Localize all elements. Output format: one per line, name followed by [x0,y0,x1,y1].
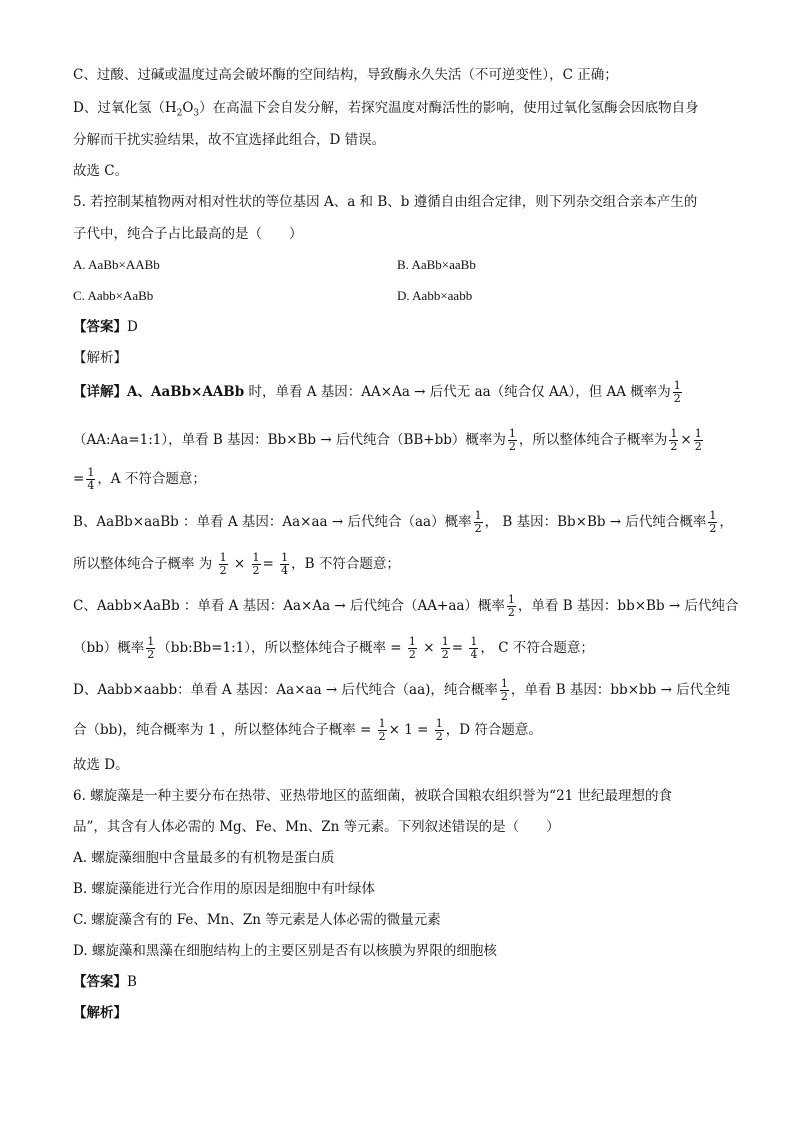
q5-choose: 故选 D。 [73,757,129,773]
fraction: $\frac{1}{4}$ [87,466,95,492]
q5-detail-d-line2: 合（bb)，纯合概率为 1 ，所以整体纯合子概率 = $\frac{1}{2}$ × 1 = $\frac{1}{2}$ ，D 符合题意。 [73,717,542,743]
fraction: $\frac{1}{2}$ [474,509,482,535]
fraction: $\frac{1}{2}$ [709,509,717,535]
option-d-explanation-line1: D、过氧化氢$(H_2O_3)$在高温下会自发分解，若探究温度对酶活性的影响，使用过氧化氢酶会因底物自身 [73,100,699,119]
q6-option-c: C. 螺旋藻含有的 Fe、Mn、Zn 等元素是人体必需的微量元素 [73,912,441,928]
q5-detail-a-line3: = $\frac{1}{4}$ ，A 不符合题意； [73,466,206,492]
fraction: $\frac{1}{2}$ [508,427,516,453]
choose-line: 故选 C。 [73,163,129,179]
q6-option-d: D. 螺旋藻和黑藻在细胞结构上的主要区别是否有以核膜为界限的细胞核 [73,943,497,959]
q5-answer: 【答案】D [73,319,138,335]
fraction: $\frac{1}{2}$ [408,635,416,661]
question-6-stem-line2: 品”，其含有人体必需的 Mg、Fe、Mn、Zn 等元素。下列叙述错误的是（ ） [73,819,560,835]
fraction: $\frac{1}{2}$ [378,717,386,743]
q6-analysis-heading: 【解析】 [73,1005,127,1021]
q5-detail-c-line2: （bb）概率 $\frac{1}{2}$ （bb:Bb=1:1），所以整体纯合子概率 = $\frac{1}{2}$ × $\frac{1}{2}$ = $\frac{1}{4}$ ， C 不符合题意； [73,635,594,661]
fraction: $\frac{1}{2}$ [694,427,702,453]
q5-detail-d-line1: D、Aabb×aabb：单看 A 基因：Aa×aa → 后代纯合（aa)，纯合概率 $\frac{1}{2}$ ，单看 B 基因：bb×bb → 后代全纯 [73,677,731,703]
q6-answer: 【答案】B [73,974,137,990]
fraction: $\frac{1}{2}$ [252,551,260,577]
q5-detail-a-line1: 【详解】A、AaBb×AABb 时，单看 A 基因：AA×Aa → 后代无 aa（纯合仅 AA），但 AA 概率为 $\frac{1}{2}$ [73,379,681,405]
fraction: $\frac{1}{2}$ [507,593,515,619]
q5-detail-b-line1: B、AaBb×aaBb ：单看 A 基因：Aa×aa → 后代纯合（aa）概率 $\frac{1}{2}$ ， B 基因：Bb×Bb → 后代纯合概率 $\frac{1}{2}$ ， [73,509,733,535]
question-6-stem-line1: 6. 螺旋藻是一种主要分布在热带、亚热带地区的蓝细菌，被联合国粮农组织誉为“21 世纪最理想的食 [73,788,673,804]
q5-option-c: C. Aabb×AaBb [73,288,154,303]
fraction: $\frac{1}{4}$ [281,551,289,577]
q6-option-a: A. 螺旋藻细胞中含量最多的有机物是蛋白质 [73,850,335,866]
q5-option-d: D. Aabb×aabb [397,288,473,303]
q5-analysis-heading: 【解析】 [73,350,127,366]
question-5-stem-line2: 子代中，纯合子占比最高的是（ ） [73,226,303,242]
fraction: $\frac{1}{2}$ [673,379,681,405]
fraction: $\frac{1}{2}$ [435,717,443,743]
fraction: $\frac{1}{4}$ [470,635,478,661]
q5-option-b: B. AaBb×aaBb [397,257,476,272]
q5-option-a: A. AaBb×AABb [73,257,160,272]
fraction: $\frac{1}{2}$ [147,635,155,661]
question-5-stem-line1: 5. 若控制某植物两对相对性状的等位基因 A、a 和 B、b 遵循自由组合定律，则下列杂交组合亲本产生的 [73,194,698,210]
q6-option-b: B. 螺旋藻能进行光合作用的原因是细胞中有叶绿体 [73,881,376,897]
option-c-explanation: C、过酸、过碱或温度过高会破坏酶的空间结构，导致酶永久失活（不可逆变性），C 正确； [73,67,618,83]
fraction: $\frac{1}{2}$ [670,427,678,453]
fraction: $\frac{1}{2}$ [219,551,227,577]
fraction: $\frac{1}{2}$ [500,677,508,703]
q5-detail-b-line2: 所以整体纯合子概率 为 $\frac{1}{2}$ × $\frac{1}{2}$ = $\frac{1}{4}$ ，B 不符合题意； [73,551,400,577]
q5-detail-a-line2: （AA:Aa=1:1），单看 B 基因：Bb×Bb → 后代纯合（BB+bb）概率为 $\frac{1}{2}$ ，所以整体纯合子概率为 $\frac{1}{2}$ × $\frac{1}{2}$ [73,427,702,453]
option-d-explanation-line2: 分解而干扰实验结果，故不宜选择此组合，D 错误。 [73,132,386,148]
q5-detail-c-line1: C、Aabb×AaBb ：单看 A 基因：Aa×Aa → 后代纯合（AA+aa）概率 $\frac{1}{2}$ ，单看 B 基因：bb×Bb → 后代纯合 [73,593,739,619]
fraction: $\frac{1}{2}$ [441,635,449,661]
